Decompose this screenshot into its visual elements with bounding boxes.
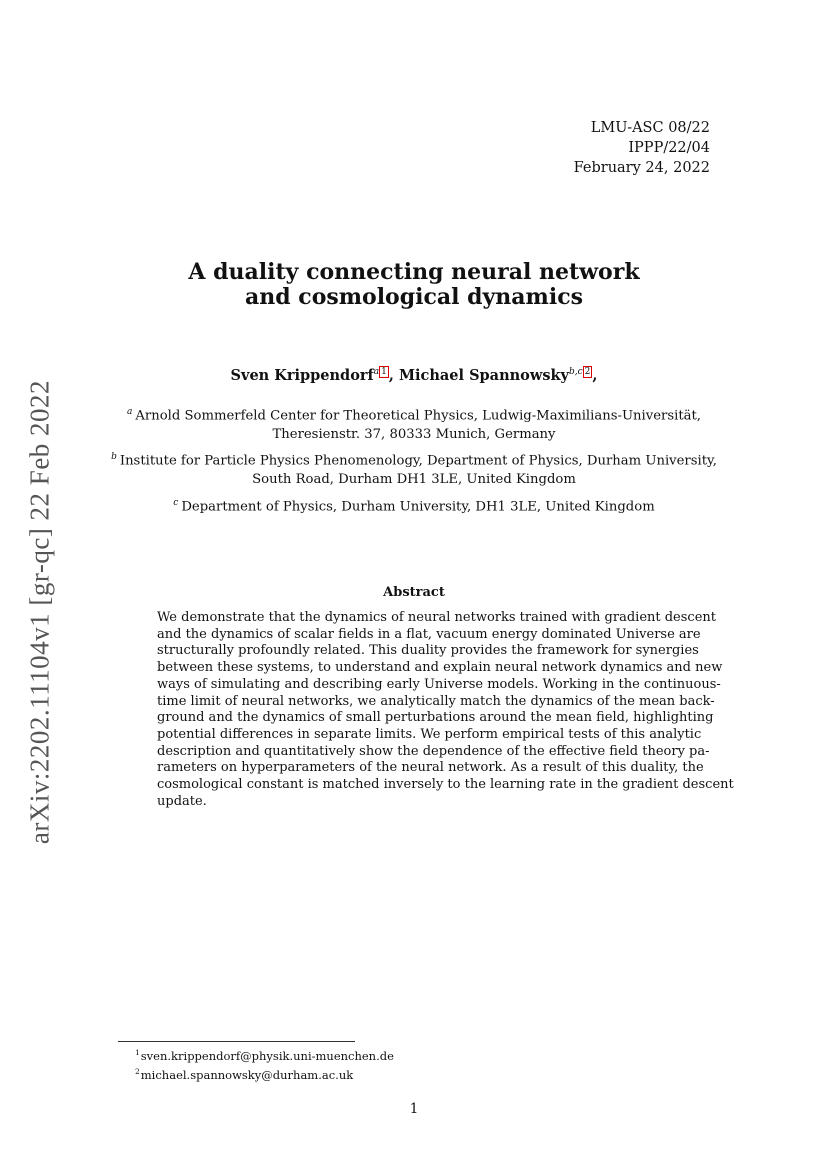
abstract-line: We demonstrate that the dynamics of neural networks trained with gradient descent [157, 610, 716, 625]
footnote-item [135, 1064, 394, 1083]
affiliation-mark: c [173, 498, 179, 508]
author-name: Sven Krippendorf [230, 366, 374, 384]
footnote-email[interactable]: sven.krippendorf@physik.uni-muenchen.de [140, 1048, 394, 1063]
footnote-link[interactable]: 2 [584, 367, 591, 377]
abstract-line: ways of simulating and describing early Universe models. Working in the continuous- [157, 676, 721, 692]
abstract-line: and the dynamics of scalar fields in a flat, vacuum energy dominated Universe are [157, 626, 701, 642]
abstract-line: time limit of neural networks, we analytically match the dynamics of the mean back- [157, 693, 715, 709]
footnote-item [135, 1045, 394, 1064]
paper-title [0, 260, 828, 310]
abstract-line: update. [157, 793, 207, 809]
affiliation-mark: b [111, 452, 117, 462]
footnotes [135, 1045, 394, 1083]
affiliation-line: Theresienstr. 37, 80333 Munich, Germany [272, 427, 556, 443]
title-line-2: and cosmological dynamics [245, 284, 583, 310]
footnote-mark: 1 [135, 1048, 140, 1057]
report-number-lmu: LMU-ASC 08/22 [590, 120, 710, 136]
footnote-email[interactable]: michael.spannowsky@durham.ac.uk [140, 1067, 354, 1082]
report-number-ippp: IPPP/22/04 [628, 140, 710, 156]
affiliation-line: Arnold Sommerfeld Center for Theoretical Physics, Ludwig-Maximilians-Universität, [135, 408, 701, 424]
affiliation-line: Department of Physics, Durham University, DH1 3LE, United Kingdom [181, 499, 655, 515]
author-affiliation-mark: a 1 [373, 367, 387, 377]
title-line-1: A duality connecting neural network [188, 259, 640, 285]
abstract-line: description and quantitatively show the dependence of the effective field theory pa- [157, 743, 710, 759]
report-number-block [574, 118, 710, 178]
footnote-mark: 2 [135, 1066, 140, 1076]
abstract-line: between these systems, to understand and explain neural network dynamics and new [157, 660, 723, 676]
author-name: Michael Spannowsky [398, 366, 569, 384]
affiliation-a [0, 403, 828, 444]
abstract-line: cosmological constant is matched inversely to the learning rate in the gradient descent [157, 777, 734, 793]
abstract-heading: Abstract [383, 585, 445, 600]
affiliation-mark: a [127, 407, 133, 417]
footnote-divider [118, 1041, 355, 1042]
abstract-line: rameters on hyperparameters of the neural network. As a result of this duality, the [157, 760, 704, 776]
author-affiliation-mark: b,c 2 [568, 367, 591, 377]
page-number: 1 [409, 1101, 419, 1117]
abstract-line: ground and the dynamics of small perturbations around the mean field, highlighting [157, 710, 714, 726]
abstract-line: structurally profoundly related. This duality provides the framework for synergies [157, 643, 699, 659]
report-date: February 24, 2022 [573, 160, 710, 176]
author-list: Sven Krippendorf$^{a 1}$ , Michael Spannowsky$^{b,c 2}$ , [230, 366, 598, 384]
abstract-body [157, 610, 734, 810]
affiliation-line: Institute for Particle Physics Phenomenology, Department of Physics, Durham University, [119, 453, 717, 469]
affiliation-c [0, 494, 828, 516]
arxiv-identifier-stamp: arXiv:2202.11104v1 [gr-qc] 22 Feb 2022 [24, 379, 55, 845]
footnote-link[interactable]: 1 [381, 367, 387, 377]
affiliation-line: South Road, Durham DH1 3LE, United Kingdom [252, 472, 576, 488]
abstract-line: potential differences in separate limits. We perform empirical tests of this analytic [157, 726, 702, 742]
affiliation-b [0, 448, 828, 489]
